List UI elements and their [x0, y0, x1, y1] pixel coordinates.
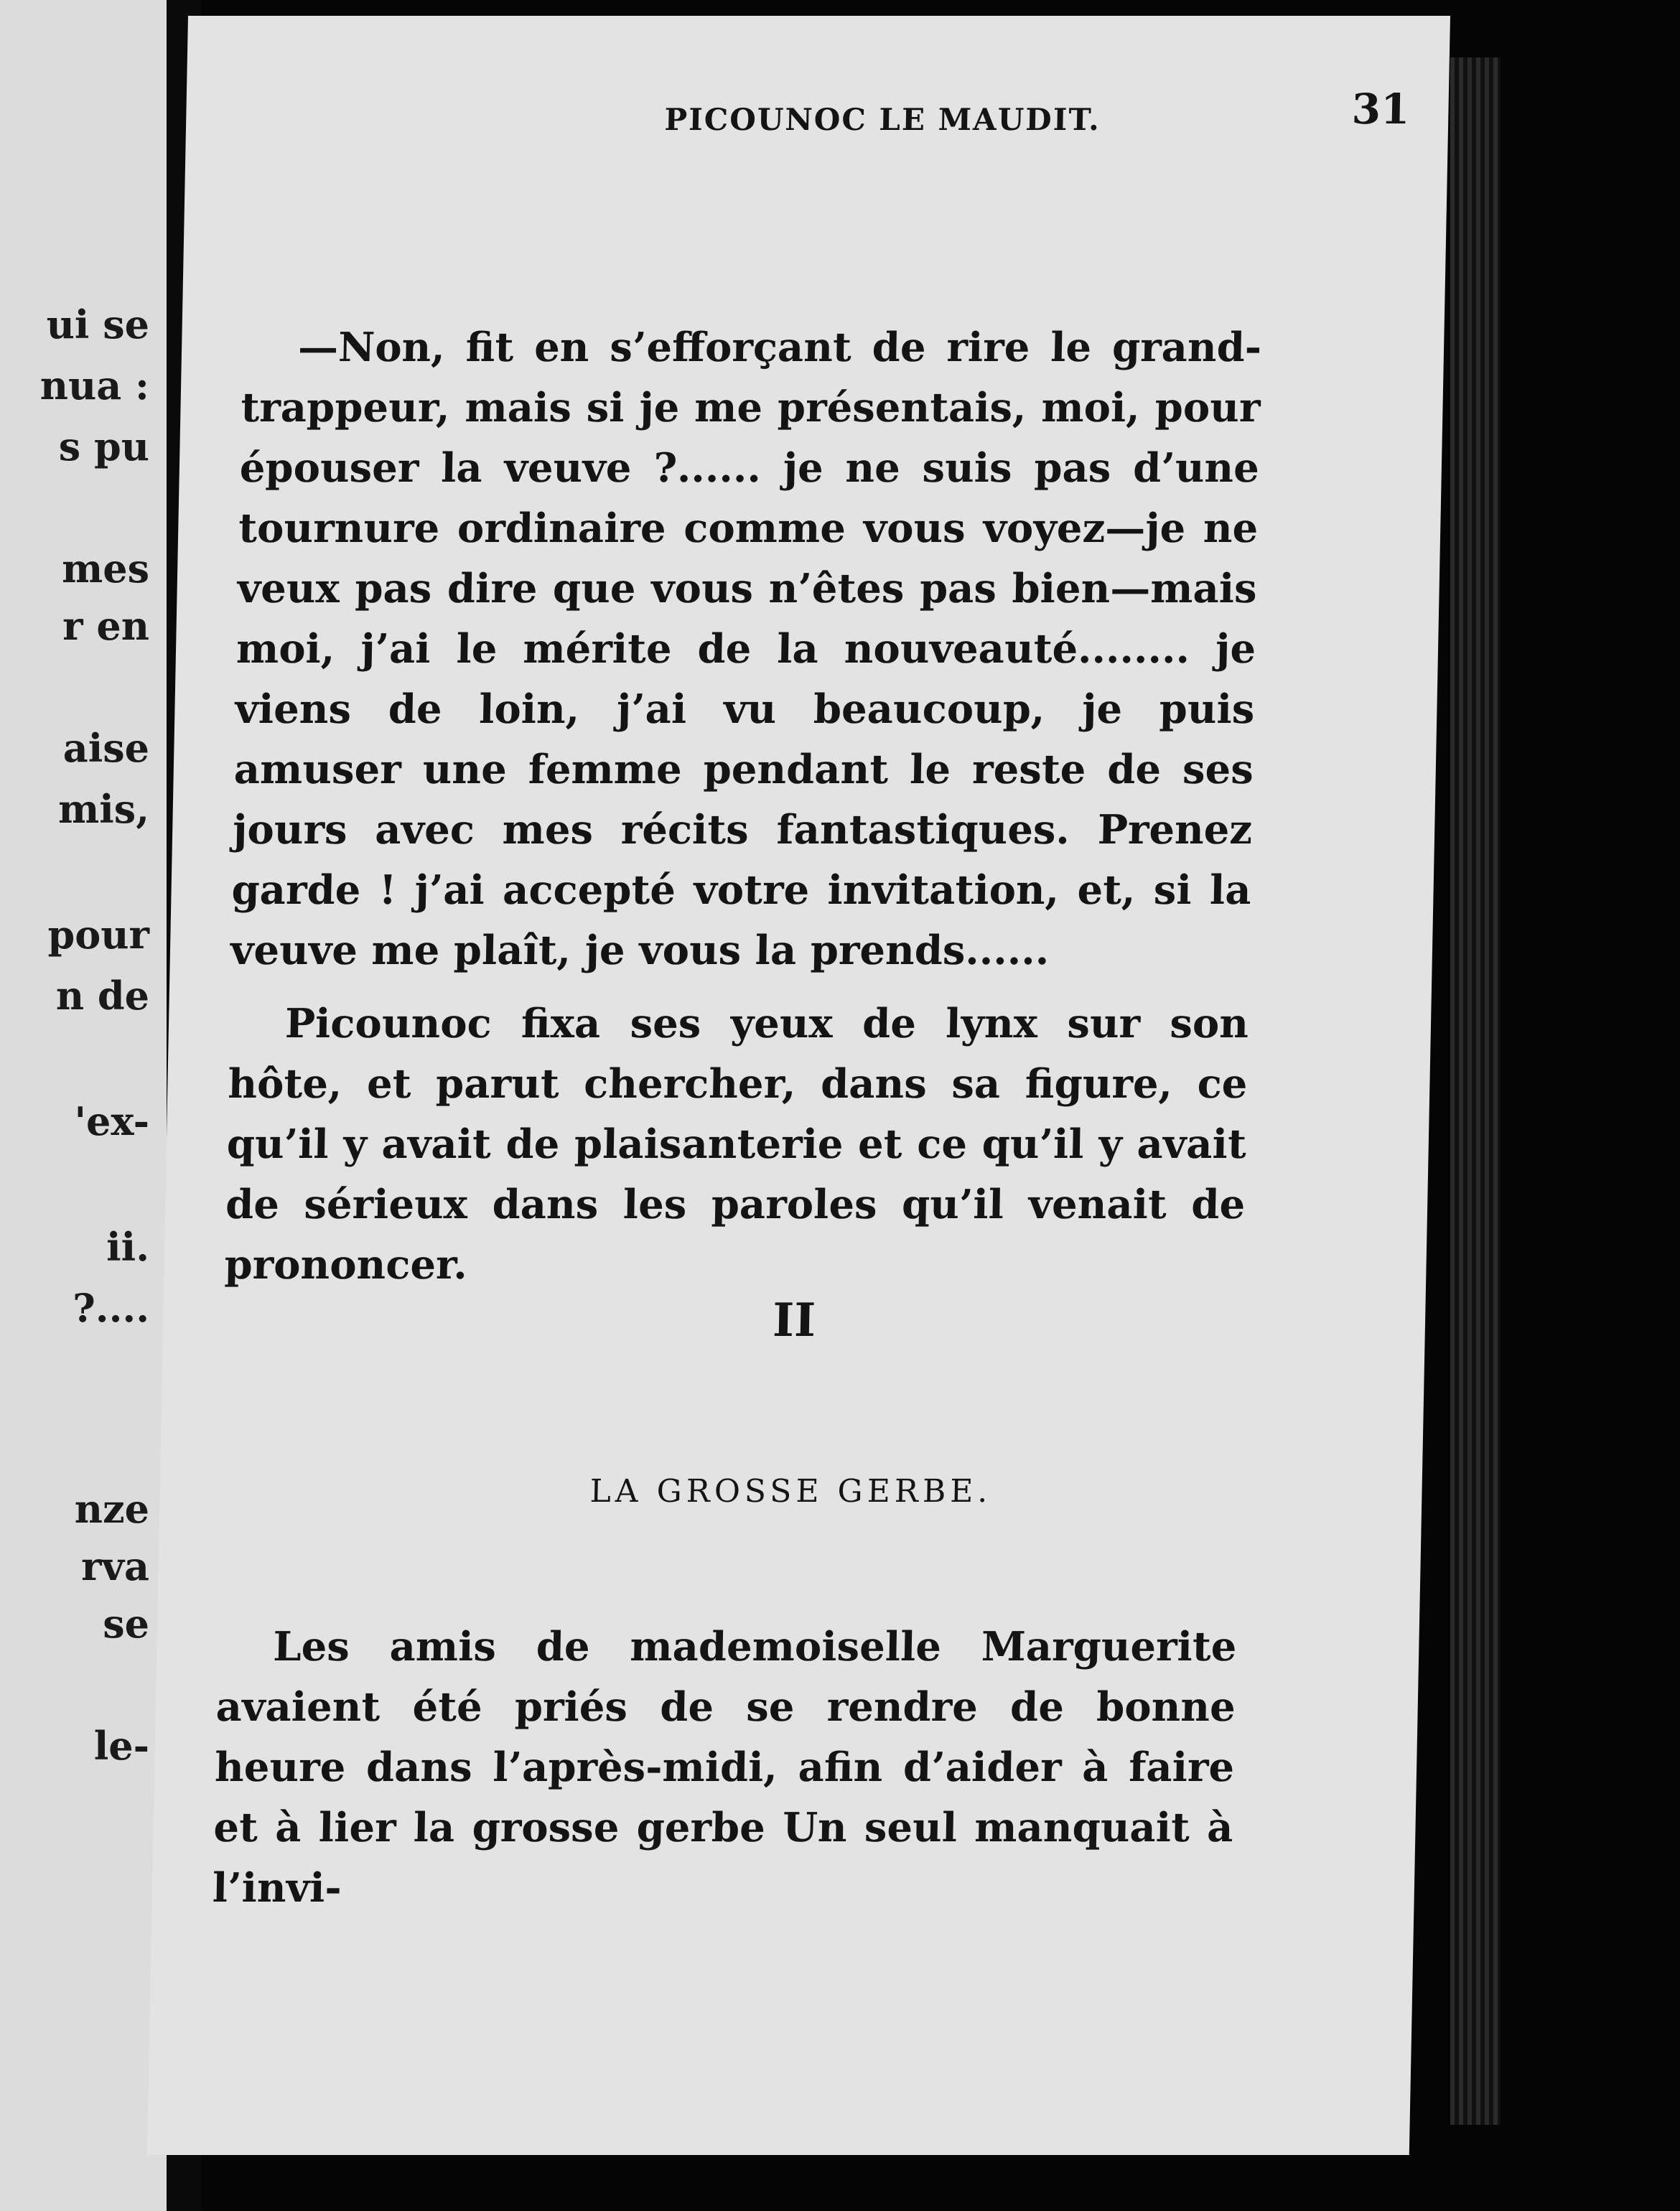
page-edges: [1450, 57, 1501, 2125]
facing-page-text: n de: [55, 973, 149, 1019]
facing-page-text: 'ex-: [74, 1098, 149, 1144]
facing-page-text: le-: [93, 1723, 149, 1769]
book-page: [147, 16, 1450, 2155]
facing-page-text: pour: [47, 912, 149, 958]
facing-page-text: se: [103, 1601, 149, 1647]
facing-page-text: nua :: [39, 363, 149, 408]
body-text: [224, 317, 1262, 1295]
chapter-number: II: [772, 1294, 816, 1347]
page-number: 31: [1351, 85, 1411, 134]
facing-page: [0, 0, 167, 2211]
paragraph: —Non, fit en s’efforçant de rire le grand-trappeur, mais si je me présentais, moi, pour épouser la veuve ?...... je ne suis pas d’une tournure ordinaire comme vous voyez—je ne veux pas dire que vous n’êtes pas bien—mais moi, j’ai le mérite de la nouveauté........ je viens de loin, j’ai vu beaucoup, je puis amuser une femme pendant le reste de ses jours avec mes récits fantastiques. Prenez garde ! j’ai accepté votre invitation, et, si la veuve me plaît, je vous la prends......: [230, 324, 1262, 974]
chapter-title: LA GROSSE GERBE.: [589, 1473, 992, 1510]
facing-page-text: rva: [81, 1543, 149, 1589]
facing-page-text: s pu: [58, 424, 149, 469]
facing-page-text: ?....: [73, 1285, 149, 1331]
facing-page-text: r en: [62, 603, 149, 649]
facing-page-text: nze: [74, 1486, 149, 1532]
paragraph: Les amis de mademoiselle Marguerite avaient été priés de se rendre de bonne heure dans l’après-midi, afin d’aider à faire et à lier la grosse gerbe Un seul manquait à l’invi-: [212, 1623, 1238, 1912]
facing-page-text: mis,: [58, 786, 149, 832]
paragraph: Picounoc fixa ses yeux de lynx sur son hôte, et parut chercher, dans sa figure, ce qu’il y avait de plaisanterie et ce qu’il y avait de sérieux dans les paroles qu’il venait de prononcer.: [223, 1000, 1249, 1289]
running-head: PICOUNOC LE MAUDIT.: [664, 102, 1101, 137]
facing-page-text: ui se: [46, 302, 149, 347]
facing-page-text: aise: [62, 725, 149, 771]
facing-page-text: ii.: [106, 1224, 149, 1270]
body-text: [212, 1617, 1237, 1918]
facing-page-text: mes: [62, 546, 149, 592]
